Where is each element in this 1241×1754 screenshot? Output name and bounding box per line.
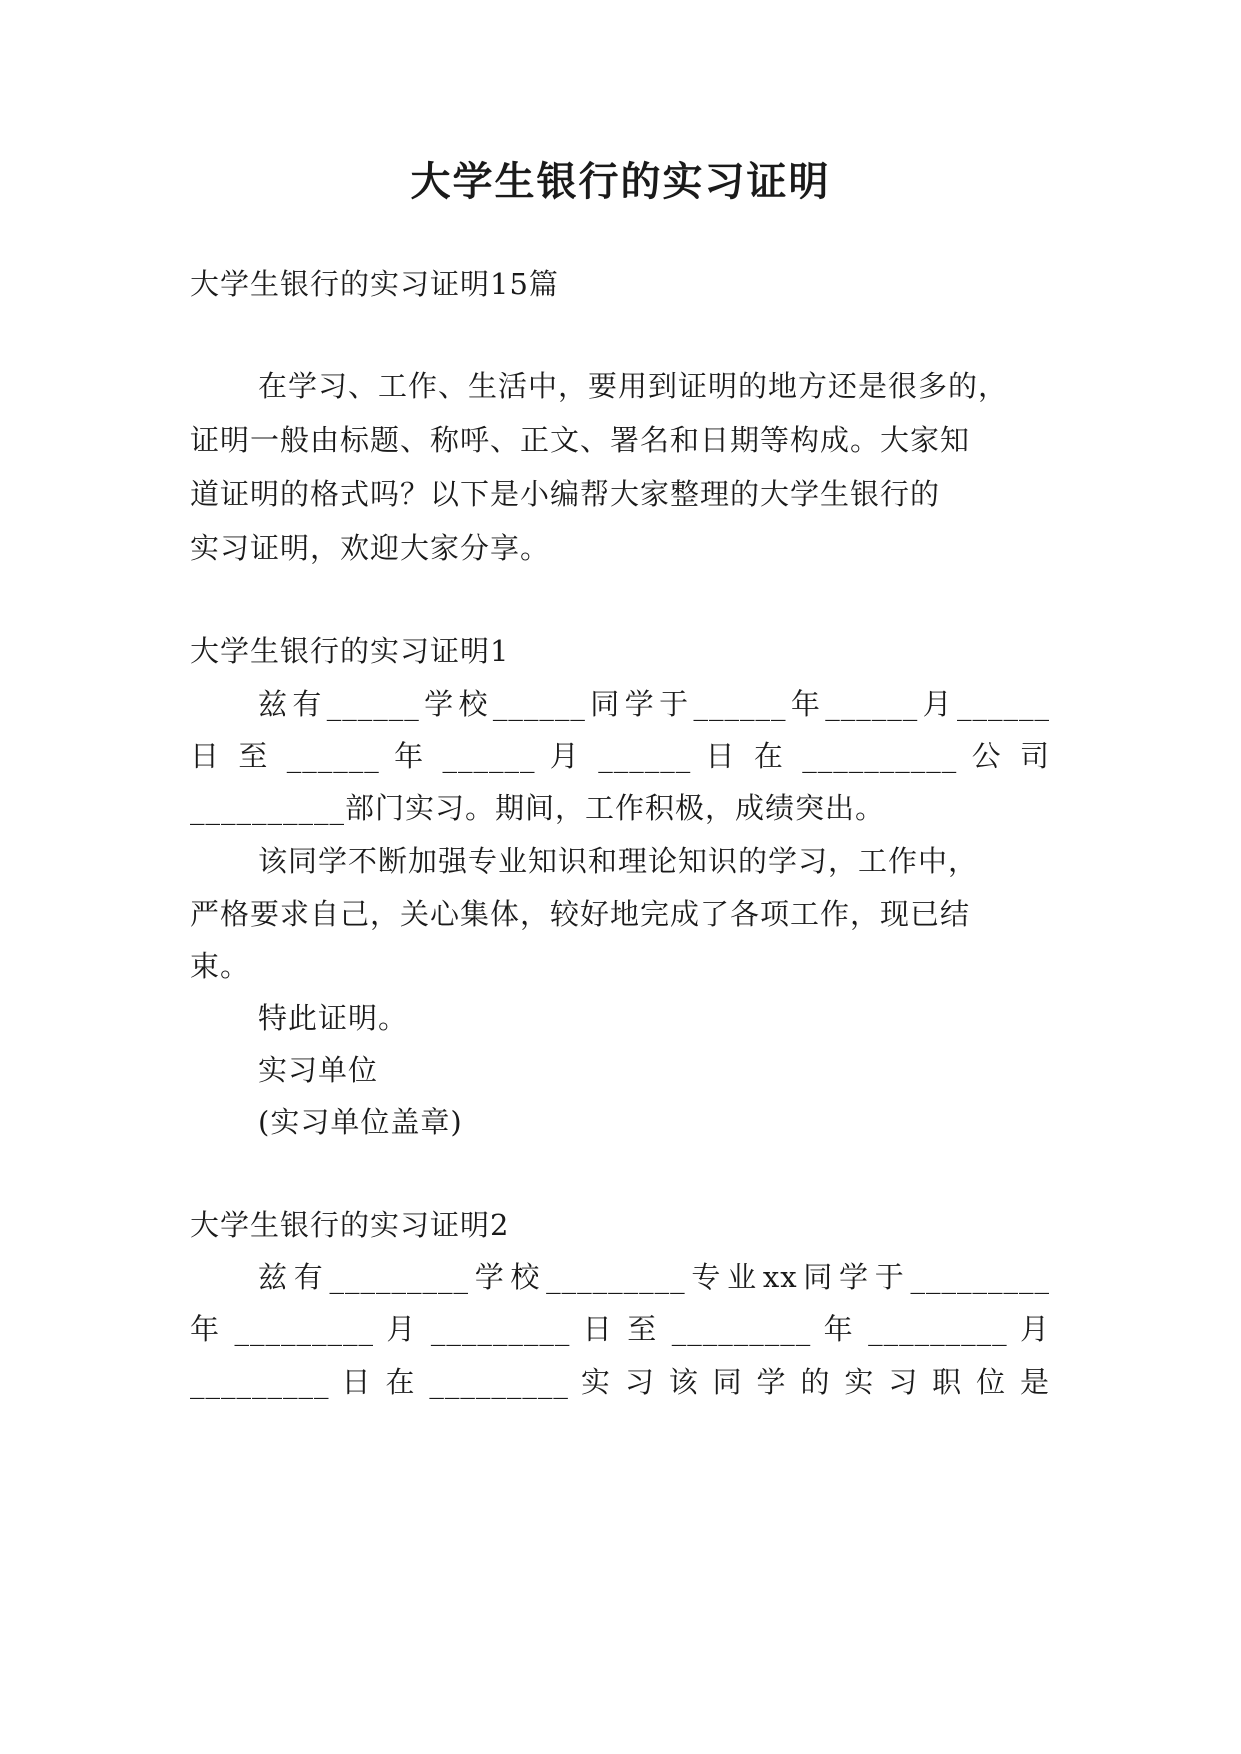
section2-heading: 大学生银行的实习证明2 [190, 1208, 510, 1242]
section1-heading: 大学生银行的实习证明1 [190, 634, 510, 668]
intro-line: 实习证明，欢迎大家分享。 [190, 531, 551, 565]
document-title: 大学生银行的实习证明 [410, 158, 831, 205]
section1-line: 实习单位 [258, 1053, 379, 1087]
section2-line: 年 _________ 月 _________ 日 至 _________ 年 _________ 月 [190, 1312, 1050, 1346]
section1-line: 束。 [190, 949, 251, 983]
intro-line: 道证明的格式吗？以下是小编帮大家整理的大学生银行的 [190, 477, 941, 511]
section1-line: 该同学不断加强专业知识和理论知识的学习，工作中， [258, 844, 979, 878]
section1-line: __________部门实习。期间，工作积极，成绩突出。 [190, 791, 886, 825]
intro-line: 在学习、工作、生活中，要用到证明的地方还是很多的， [258, 369, 1009, 403]
section2-line: 兹有_________学校_________专业xx同学于_________ [258, 1260, 1050, 1294]
section1-line: 兹有______学校______同学于______年______月______ [258, 687, 1050, 721]
section1-line: 日 至 ______ 年 ______ 月 ______ 日 在 __________ 公 司 [190, 739, 1050, 773]
section2-line: _________ 日 在 _________ 实 习 该 同 学 的 实 习 职 位 是 [190, 1365, 1050, 1399]
document-subtitle: 大学生银行的实习证明15篇 [190, 267, 559, 301]
section1-line: 严格要求自己，关心集体，较好地完成了各项工作，现已结 [190, 897, 971, 931]
section1-line: (实习单位盖章) [258, 1105, 463, 1139]
section1-line: 特此证明。 [258, 1001, 409, 1035]
intro-line: 证明一般由标题、称呼、正文、署名和日期等构成。大家知 [190, 423, 971, 457]
